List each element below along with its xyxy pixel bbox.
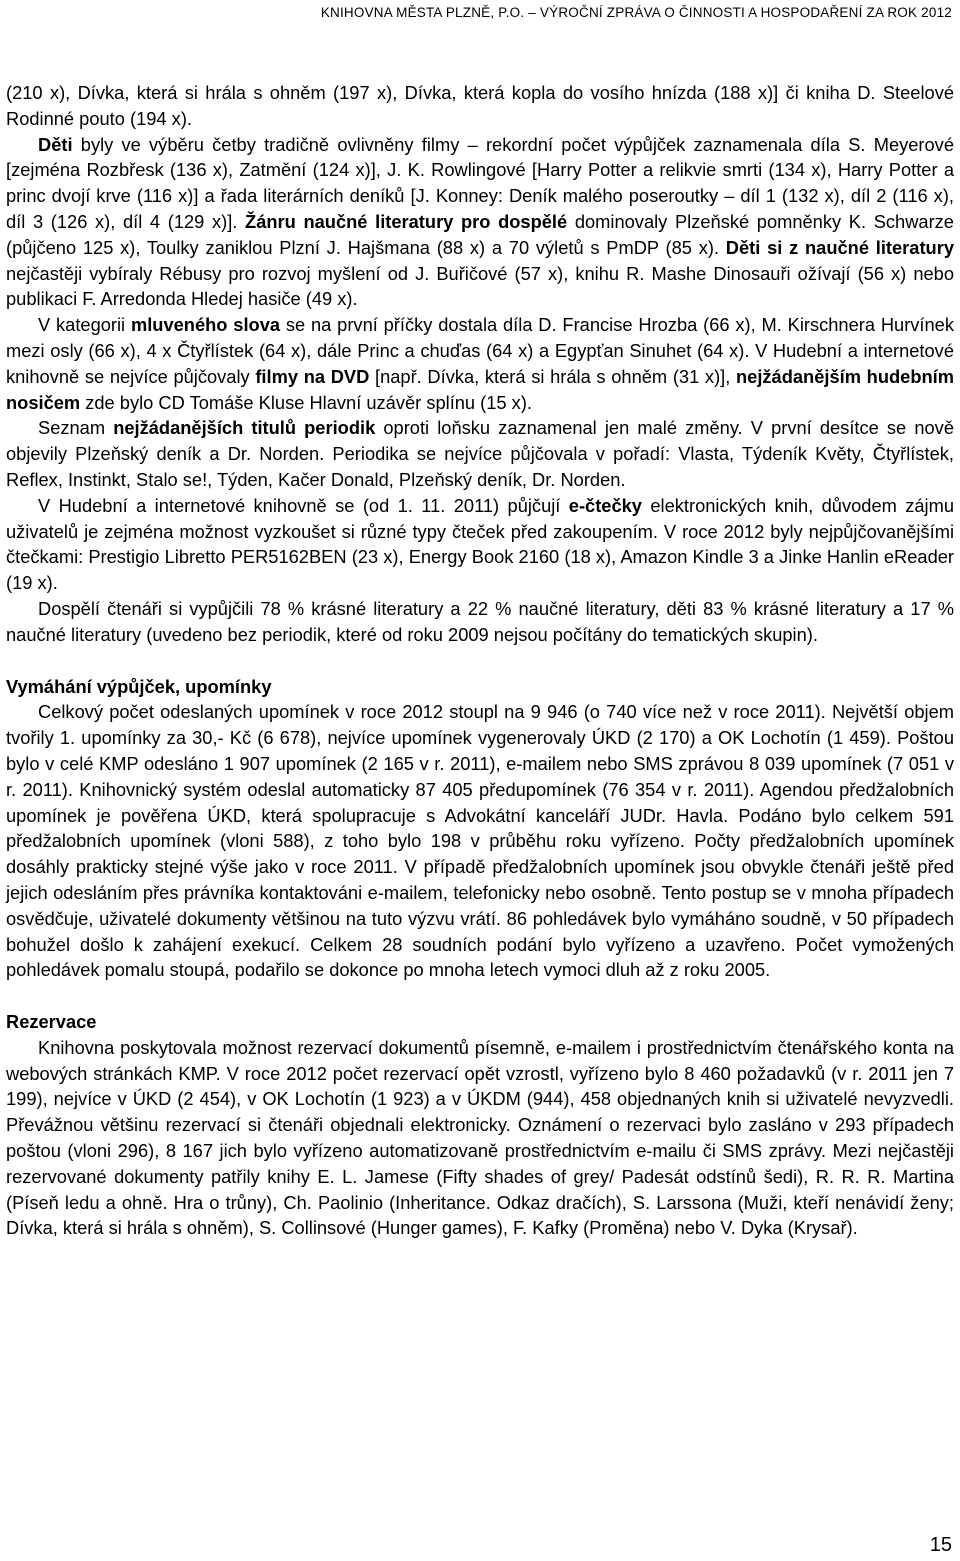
paragraph-reminders: Celkový počet odeslaných upomínek v roce 2012 stoupl na 9 946 (o 740 více než v roce 2011). Největší objem tvořily 1. upomínky za 30,- Kč (6 678), nejvíce upomínek vygenerovaly ÚKD (2 170) a OK Lochotín (1 459). Poštou bylo v celé KMP odesláno 1 907 upomínek (2 165 v r. 2011), e-mailem nebo SMS zprávou 8 039 upomínek (7 051 v r. 2011). Knihovnický systém odeslal automaticky 87 405 předupomínek (76 354 v r. 2011). Agendou předžalobních upomínek je pověřena ÚKD, která spolupracuje s Advokátní kanceláří JUDr. Havla. Podáno bylo celkem 591 předžalobních upomínek (vloni 588), z toho bylo 198 v průběhu roku vyřízeno. Počty předžalobních upomínek dosáhly prakticky stejné výše jako v roce 2011. V případě předžalobních upomínek jsou obvykle čtenáři ještě před jejich odesláním přes právníka kontaktováni e-mailem, telefonicky nebo osobně. Tento postup se v mnoha případech osvědčuje, uživatelé dokumenty většinou na tuto výzvu vrátí. 86 pohledávek bylo vymáháno soudně, v 50 případech bohužel došlo k zahájení exekucí. Celkem 28 soudních podání bylo vyřízeno a uzavřeno. Počet vymožených pohledávek pomalu stoupá, podařilo se dokonce po mnoha letech vymoci dluh až z roku 2005.: [6, 701, 954, 981]
bold-phrase: Žánru naučné literatury pro dospělé: [245, 210, 568, 232]
spacer: [6, 983, 954, 1009]
paragraph-ereaders: V Hudební a internetové knihovně se (od 1. 11. 2011) půjčují e-čtečky elektronických knih, důvodem zájmu uživatelů je zejména možnost vyzkoušet si různé typy čteček před zakoupením. V roce 2012 byly nejpůjčovanějšími čtečkami: Prestigio Libretto PER5162BEN (23 x), Energy Book 2160 (18 x), Amazon Kindle 3 a Jinke Hanlin eReader (19 x).: [6, 494, 954, 594]
paragraph-reservations: Knihovna poskytovala možnost rezervací dokumentů písemně, e-mailem i prostřednictvím čtenářského konta na webových stránkách KMP. V roce 2012 počet rezervací opět vzrostl, vyřízeno bylo 8 460 požadavků (v r. 2011 jen 7 199), nejvíce v ÚKD (2 454), v OK Lochotín (1 923) a v ÚKDM (944), 458 objednaných knih si uživatelé nevyzvedli. Převážnou většinu rezervací si čtenáři objednali elektronicky. Oznámení o rezervaci bylo zasláno v 293 případech poštou (vloni 296), 8 167 jich bylo vyřízeno automatizovaně prostřednictvím e-mailu či SMS zprávy. Mezi nejčastěji rezervované dokumenty patřily knihy E. L. Jamese (Fifty shades of grey/ Padesát odstínů šedi), R. R. R. Martina (Píseň ledu a ohně. Hra o trůny), Ch. Paolinio (Inheritance. Odkaz dračích), S. Larssona (Muži, kteří nenávidí ženy; Dívka, která si hrála s ohněm), S. Collinsové (Hunger games), F. Kafky (Proměna) nebo V. Dyka (Krysař).: [6, 1036, 954, 1239]
paragraph-literature-share: Dospělí čtenáři si vypůjčili 78 % krásné literatury a 22 % naučné literatury, děti 83 % krásné literatury a 17 % naučné literatury (uvedeno bez periodik, které od roku 2009 nejsou počítány do tematických skupin).: [6, 597, 954, 645]
bold-phrase: Děti: [38, 133, 73, 155]
bold-phrase: mluveného slova: [130, 314, 281, 336]
bold-phrase: e-čtečky: [568, 494, 642, 516]
page-number: 15: [929, 1534, 952, 1556]
bold-phrase: nejžádanějším hudebním nosičem: [6, 365, 954, 413]
bold-phrase: nejžádanějších titulů periodik: [113, 417, 376, 439]
bold-phrase: filmy na DVD: [255, 365, 370, 387]
bold-phrase: Děti si z naučné literatury: [725, 236, 954, 258]
section-title-reminders: Vymáhání výpůjček, upomínky: [6, 675, 272, 697]
paragraph-periodicals: Seznam nejžádanějších titulů periodik oproti loňsku zaznamenal jen malé změny. V první desítce se nově objevily Plzeňský deník a Dr. Norden. Periodika se nejvíce půjčovala v pořadí: Vlasta, Týdeník Květy, Čtyřlístek, Reflex, Instinkt, Stalo se!, Týden, Kačer Donald, Plzeňský deník, Dr. Norden.: [6, 417, 954, 490]
paragraph-continuation: (210 x), Dívka, která si hrála s ohněm (197 x), Dívka, která kopla do vosího hnízda (188 x)] či kniha D. Steelové Rodinné pouto (194 x).: [6, 82, 954, 129]
running-header: KNIHOVNA MĚSTA PLZNĚ, P.O. – VÝROČNÍ ZPRÁVA O ČINNOSTI A HOSPODAŘENÍ ZA ROK 2012: [320, 5, 952, 20]
paragraph-spoken-word: V kategorii mluveného slova se na první příčky dostala díla D. Francise Hrozba (66 x), M. Kirschnera Hurvínek mezi osly (66 x), 4 x Čtyřlístek (64 x), dále Princ a chuďas (64 x) a Egypťan Sinuhet (64 x). V Hudební a internetové knihovně se nejvíce půjčovaly filmy na DVD [např. Dívka, která si hrála s ohněm (31 x)], nejžádanějším hudebním nosičem zde bylo CD Tomáše Kluse Hlavní uzávěr splínu (15 x).: [6, 314, 954, 413]
section-title-reservations: Rezervace: [6, 1011, 97, 1033]
spacer: [6, 648, 954, 674]
paragraph-children-reading: Děti byly ve výběru četby tradičně ovlivněny filmy – rekordní počet výpůjček zaznamenala díla S. Meyerové [zejména Rozbřesk (136 x), Zatmění (124 x)], J. K. Rowlingové [Harry Potter a relikvie smrti (134 x), Harry Potter a princ dvojí krve (116 x)] a řada literárních deníků [J. Konney: Deník malého poseroutky – díl 1 (132 x), díl 2 (116 x), díl 3 (126 x), díl 4 (129 x)]. Žánru naučné literatury pro dospělé dominovaly Plzeňské pomněnky K. Schwarze (půjčeno 125 x), Toulky zaniklou Plzní J. Hajšmana (88 x) a 70 výletů s PmDP (85 x). Děti si z naučné literatury nejčastěji vybíraly Rébusy pro rozvoj myšlení od J. Buřičové (57 x), knihu R. Mashe Dinosauři ožívají (56 x) nebo publikaci F. Arredonda Hledej hasiče (49 x).: [6, 133, 954, 310]
page-content: [6, 80, 954, 1241]
